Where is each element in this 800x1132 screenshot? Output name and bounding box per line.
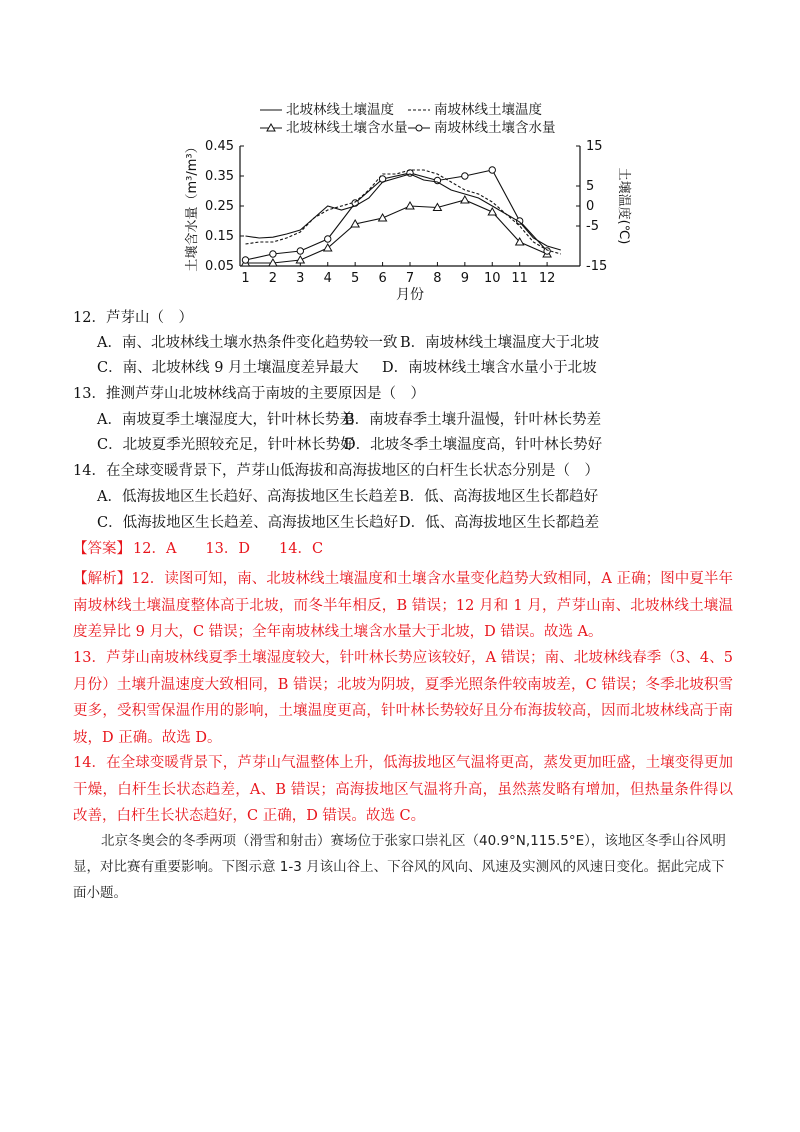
legend-marker xyxy=(416,125,422,131)
data-point xyxy=(296,256,304,263)
answer-text: 12．A 13．D 14．C xyxy=(133,541,324,557)
q12-option-a: A．南、北坡林线土壤水热条件变化趋势较一致 xyxy=(97,335,398,351)
q14-stem: 14．在全球变暖背景下，芦芽山低海拔和高海拔地区的白杆生长状态分别是（ ） xyxy=(73,463,599,479)
right-tick-label: 0 xyxy=(586,199,595,214)
x-tick-label: 8 xyxy=(433,271,442,286)
data-point xyxy=(379,214,387,221)
q14-option-d: D．低、高海拔地区生长都趋差 xyxy=(399,515,600,531)
q14-option-a: A．低海拔地区生长趋好、高海拔地区生长趋差 xyxy=(97,489,398,505)
x-axis-label: 月份 xyxy=(396,287,424,303)
x-tick-label: 1 xyxy=(241,271,250,286)
answer-label: 【答案】 xyxy=(73,541,131,557)
series-line xyxy=(246,170,548,260)
right-tick-label: -15 xyxy=(586,259,608,274)
data-point xyxy=(242,257,248,263)
y-right-axis-label: 土壤温度(℃) xyxy=(616,167,631,245)
q13-option-a: A．南坡夏季土壤湿度大，针叶林长势差 xyxy=(97,412,354,428)
q12-option-b: B．南坡林线土壤温度大于北坡 xyxy=(400,335,600,351)
series-line xyxy=(246,174,561,250)
x-tick-label: 11 xyxy=(511,271,528,286)
q12-option-c: C．南、北坡林线 9 月土壤温度差异最大 xyxy=(97,360,359,376)
x-tick-label: 6 xyxy=(378,271,387,286)
q13-option-b: B．南坡春季土壤升温慢，针叶林长势差 xyxy=(344,412,602,428)
data-point xyxy=(489,167,495,173)
analysis-13: 13．芦芽山南坡林线夏季土壤湿度较大，针叶林长势应该较好，A 错误；南、北坡林线春季（3、4、5 月份）土壤升温速度大致相同，B 错误；北坡为阴坡，夏季光照条件较南坡差，C 错误；冬季北坡积雪更多，受积雪保温作用的影响，土壤温度更高，针叶林长势较好且分布海拔较高，因而北坡林线高于南坡，D 正确。故选 D。 xyxy=(73,650,733,746)
data-point xyxy=(462,173,468,179)
analysis-14: 14．在全球变暖背景下，芦芽山气温整体上升，低海拔地区气温将更高，蒸发更加旺盛，土壤变得更加干燥，白杆生长状态趋差，A、B 错误；高海拔地区气温将升高，虽然蒸发略有增加，但热量条件得以改善，白杆生长状态趋好，C 正确，D 错误。故选 C。 xyxy=(73,755,733,824)
x-tick-label: 9 xyxy=(460,271,469,286)
legend-label: 北坡林线土壤温度 xyxy=(286,102,394,118)
data-point xyxy=(544,248,550,254)
intro-paragraph: 北京冬奥会的冬季两项（滑雪和射击）赛场位于张家口崇礼区（40.9°N,115.5°E），该地区冬季山谷风明显，对比赛有重要影响。下图示意 1-3 月该山谷上、下谷风的风向、风速及实测风的风速日变化。据此完成下面小题。 xyxy=(73,833,726,901)
q13-option-d: D．北坡冬季土壤温度高，针叶林长势好 xyxy=(344,437,603,453)
soil-chart xyxy=(180,98,631,304)
q14-option-b: B．低、高海拔地区生长都趋好 xyxy=(399,489,599,505)
x-tick-label: 4 xyxy=(323,271,332,286)
x-tick-label: 12 xyxy=(538,271,556,286)
right-tick-label: -5 xyxy=(586,219,599,234)
x-tick-label: 5 xyxy=(351,271,360,286)
legend-label: 南坡林线土壤含水量 xyxy=(434,120,556,136)
left-tick-label: 0.25 xyxy=(205,199,234,214)
x-tick-label: 7 xyxy=(405,271,415,286)
q14-option-c: C．低海拔地区生长趋差、高海拔地区生长趋好 xyxy=(97,515,399,531)
legend-label: 南坡林线土壤温度 xyxy=(434,102,542,118)
q12-option-d: D．南坡林线土壤含水量小于北坡 xyxy=(382,360,597,376)
analysis-12: 【解析】12．读图可知，南、北坡林线土壤温度和土壤含水量变化趋势大致相同，A 正确；图中夏半年南坡林线土壤温度整体高于北坡，而冬半年相反，B 错误；12 月和 1 月，芦芽山南、北坡林线土壤温度差异比 9 月大，C 错误；全年南坡林线土壤含水量大于北坡，D 错误。故选 A。 xyxy=(73,571,733,640)
data-point xyxy=(297,248,303,254)
data-point xyxy=(406,202,414,209)
right-tick-label: 15 xyxy=(586,139,603,154)
series-line xyxy=(246,200,548,263)
q13-option-c: C．北坡夏季光照较充足，针叶林长势好 xyxy=(97,437,355,453)
q13-stem: 13．推测芦芽山北坡林线高于南坡的主要原因是（ ） xyxy=(73,386,425,402)
x-tick-label: 3 xyxy=(296,271,305,286)
y-left-axis-label: 土壤含水量（m³/m³） xyxy=(185,140,200,272)
x-tick-label: 10 xyxy=(483,271,501,286)
x-tick-label: 2 xyxy=(268,271,278,286)
data-point xyxy=(461,196,469,203)
data-point xyxy=(488,208,496,215)
series-line xyxy=(246,170,561,254)
left-tick-label: 0.15 xyxy=(205,229,234,244)
legend-label: 北坡林线土壤含水量 xyxy=(286,120,408,136)
left-tick-label: 0.45 xyxy=(205,139,234,154)
left-tick-label: 0.05 xyxy=(205,259,234,274)
left-tick-label: 0.35 xyxy=(205,169,234,184)
right-tick-label: 5 xyxy=(586,179,595,194)
data-point xyxy=(270,251,276,257)
q12-stem: 12．芦芽山（ ） xyxy=(73,310,193,326)
data-point xyxy=(325,236,331,242)
